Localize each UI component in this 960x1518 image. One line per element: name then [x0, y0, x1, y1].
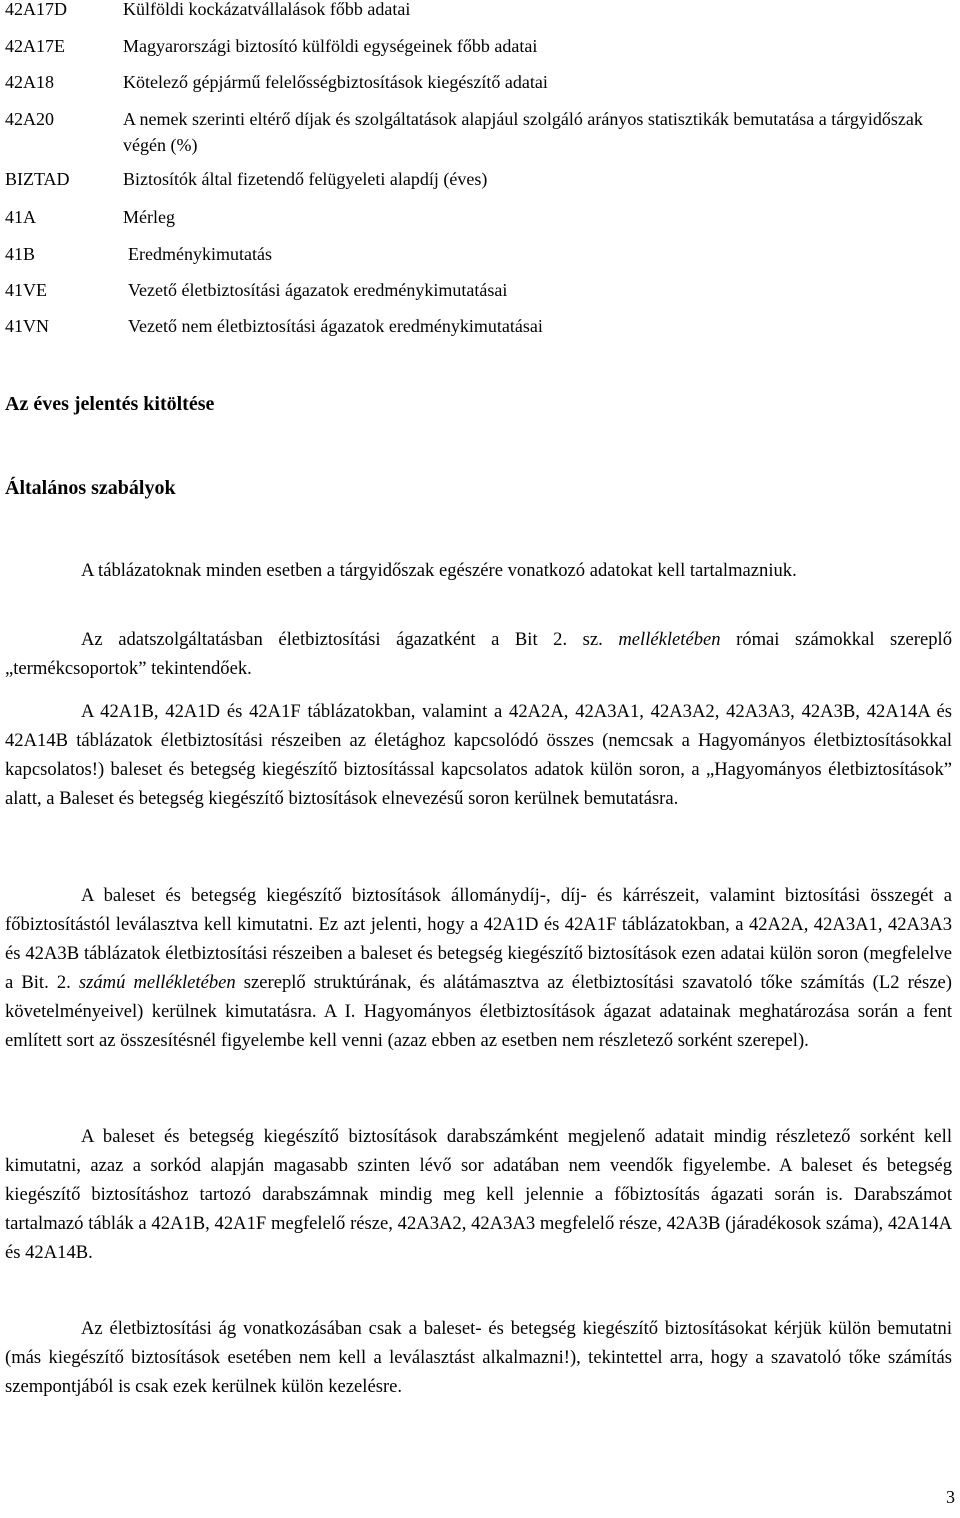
paragraph-text: A baleset és betegség kiegészítő biztosítások állománydíj-, díj- és kárrészeit, valamint biztosítási összegét a főbiztosítástól leválasztva kell kimutatni. Ez azt jelenti, hogy a 42A1D és 42A1F táblázatokban, a 42A2A, 42A3A1, 42A3A3 és 42A3B táblázatok életbiztosítási részeiben a baleset és betegség kiegészítő biztosítások ezen adatai külön soron (megfelelve a Bit. 2. [5, 885, 952, 994]
subsection-heading: Általános szabályok [5, 477, 176, 499]
report-code: 42A18 [5, 72, 54, 92]
paragraph [5, 881, 952, 1056]
report-description: Mérleg [123, 207, 175, 227]
italic-reference: mellékletében [618, 629, 721, 650]
report-description: Vezető nem életbiztosítási ágazatok eredménykimutatásai [128, 316, 543, 336]
report-code: 42A17D [5, 0, 67, 19]
report-description: Eredménykimutatás [128, 244, 272, 264]
report-code: 41VE [5, 280, 47, 300]
paragraph: A baleset és betegség kiegészítő biztosítások darabszámként megjelenő adatait mindig részletező sorként kell kimutatni, azaz a sorkód alapján magasabb szinten lévő sor adatában nem veendők figyelembe. A baleset és betegség kiegészítő biztosításhoz tartozó darabszámnak mindig meg kell jelennie a főbiztosítás ágazati során is. Darabszámot tartalmazó táblák a 42A1B, 42A1F megfelelő része, 42A3A2, 42A3A3 megfelelő része, 42A3B (járadékosok száma), 42A14A és 42A14B. [5, 1126, 952, 1264]
report-description: Biztosítók által fizetendő felügyeleti alapdíj (éves) [123, 169, 488, 189]
report-description: Kötelező gépjármű felelősségbiztosítások kiegészítő adatai [123, 72, 548, 92]
paragraph: A 42A1B, 42A1D és 42A1F táblázatokban, valamint a 42A2A, 42A3A1, 42A3A2, 42A3A3, 42A3B, 42A14A és 42A14B táblázatok életbiztosítási részeiben az életághoz kapcsolódó összes (nemcsak a Hagyományos életbiztosításokkal kapcsolatos!) baleset és betegség kiegészítő biztosítással kapcsolatos adatok külön soron, a „Hagyományos életbiztosítások” alatt, a Baleset és betegség kiegészítő biztosítások elnevezésű soron kerülnek bemutatásra. [5, 701, 952, 810]
report-code: BIZTAD [5, 169, 70, 189]
report-description: Külföldi kockázatvállalások főbb adatai [123, 0, 411, 19]
report-description: Magyarországi biztosító külföldi egységeinek főbb adatai [123, 36, 538, 56]
paragraph [5, 625, 952, 683]
paragraph: A táblázatoknak minden esetben a tárgyidőszak egészére vonatkozó adatokat kell tartalmazniuk. [81, 560, 797, 581]
report-code: 41A [5, 207, 36, 227]
italic-reference: számú mellékletében [78, 972, 236, 994]
report-code: 41B [5, 244, 36, 264]
report-code: 42A20 [5, 109, 54, 129]
paragraph-text: szereplő struktúrának, és alátámasztva az életbiztosítási szavatoló tőke számítás (L2 része) követelményeivel) kerülnek kimutatásra. A I. Hagyományos életbiztosítások ágazat adatainak meghatározása során a fent említett sort az összesítésnél figyelembe kell venni (azaz ebben az esetben nem részletező sorként szerepel). [5, 972, 952, 1052]
report-code: 42A17E [5, 36, 65, 56]
report-code: 41VN [5, 316, 49, 336]
report-description: Vezető életbiztosítási ágazatok eredménykimutatásai [128, 280, 508, 300]
report-description: A nemek szerinti eltérő díjak és szolgáltatások alapjául szolgáló arányos statisztikák bemutatása a tárgyidőszak végén (%) [123, 109, 923, 155]
paragraph-text: római számokkal szereplő „termékcsoportok” tekintendőek. [5, 629, 952, 680]
page-number: 3 [946, 1487, 955, 1507]
section-heading: Az éves jelentés kitöltése [5, 393, 215, 415]
paragraph-text: Az adatszolgáltatásban életbiztosítási ágazatként a Bit 2. sz. [81, 629, 619, 650]
paragraph: Az életbiztosítási ág vonatkozásában csak a baleset- és betegség kiegészítő biztosításokat kérjük külön bemutatni (más kiegészítő biztosítások esetében nem kell a leválasztást alkalmazni!), tekintettel arra, hogy a szavatoló tőke számítás szempontjából is csak ezek kerülnek külön kezelésre. [5, 1318, 952, 1398]
